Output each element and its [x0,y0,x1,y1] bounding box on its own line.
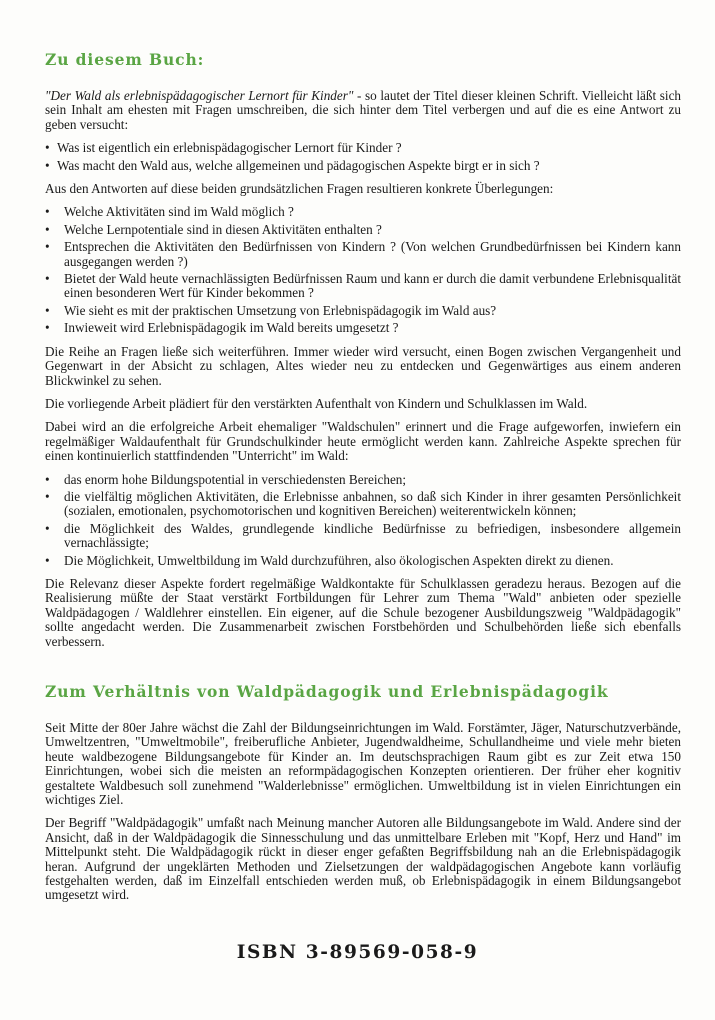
paragraph: Die Reihe an Fragen ließe sich weiterführen. Immer wieder wird versucht, einen Bogen zwischen Vergangenheit und Gegenwart in der Absicht zu schlagen, Altes wieder neu zu entdecken und Gegenwärtiges aus einem anderen Blickwinkel zu sehen. [45,343,681,388]
isbn-number: ISBN 3-89569-058-9 [236,942,479,963]
paragraph: Die vorliegende Arbeit plädiert für den verstärkten Aufenthalt von Kindern und Schulklassen im Wald. [45,395,588,411]
list-item: • die vielfältig möglichen Aktivitäten, die Erlebnisse anbahnen, so daß sich Kinder in ihrer gesamten Persönlichkeit (sozialen, emotionalen, psychomotorischen und kognitiven Bereichen) weiterentwickeln können; [45,490,681,519]
section-heading-about-book: Zu diesem Buch: [45,50,205,69]
aspects-list [45,473,681,568]
list-item: • das enorm hohe Bildungspotential in verschiedensten Bereichen; [45,473,681,487]
intro-paragraph [45,89,681,132]
paragraph: Aus den Antworten auf diese beiden grundsätzlichen Fragen resultieren konkrete Überlegungen: [45,181,554,197]
list-item: • Bietet der Wald heute vernachlässigten Bedürfnissen Raum und kann er durch die damit verbundene Erlebnisqualität einen besonderen Wert für Kinder bekommen ? [45,272,681,301]
list-item: • Die Möglichkeit, Umweltbildung im Wald durchzuführen, also ökologischen Aspekten direkt zu dienen. [45,554,681,568]
question-list [45,141,681,173]
intro-text: - so lautet der Titel dieser kleinen Schrift. Vielleicht läßt sich sein Inhalt am ehesten mit Fragen umschreiben, die sich hinter dem Titel verbergen und auf die es eine Antwort zu geben versucht: [45,88,682,132]
list-item: • Welche Lernpotentiale sind in diesen Aktivitäten enthalten ? [45,223,681,237]
paragraph: Seit Mitte der 80er Jahre wächst die Zahl der Bildungseinrichtungen im Wald. Forstämter, Jäger, Naturschutzverbände, Umweltzentren, "Umweltmobile", freiberufliche Anbieter, Jugendwaldheime, Schullandheime und viele mehr bieten heute waldbezogene Bildungsangebote für Kinder an. Im deutschsprachigen Raum gibt es zur Zeit etwa 150 Einrichtungen, wobei sich die meisten an reformpädagogischen Konzepten orientieren. Der früher eher kognitiv gestaltete Waldbesuch soll zunehmend "Walderlebnisse" ermöglichen. Umweltbildung ist in vielen Einrichtungen ein wichtiges Ziel. [45,720,681,808]
list-item: • Welche Aktivitäten sind im Wald möglich ? [45,205,681,219]
list-item: • Was macht den Wald aus, welche allgemeinen und pädagogischen Aspekte birgt er in sich ? [45,159,681,173]
paragraph: Dabei wird an die erfolgreiche Arbeit ehemaliger "Waldschulen" erinnert und die Frage aufgeworfen, inwiefern ein regelmäßiger Waldaufenthalt für Grundschulkinder heute ermöglicht werden kann. Zahlreiche Aspekte sprechen für einen kontinuierlich stattfindenden "Unterricht" im Wald: [45,419,681,464]
list-item: • Was ist eigentlich ein erlebnispädagogischer Lernort für Kinder ? [45,141,681,155]
list-item: • Entsprechen die Aktivitäten den Bedürfnissen von Kindern ? (Von welchen Grundbedürfnissen bei Kindern kann ausgegangen werden ?) [45,240,681,269]
book-title-quote: "Der Wald als erlebnispädagogischer Lernort für Kinder" [45,88,354,103]
list-item: • Inwieweit wird Erlebnispädagogik im Wald bereits umgesetzt ? [45,321,681,335]
considerations-list [45,205,681,335]
section-heading-relationship: Zum Verhältnis von Waldpädagogik und Erlebnispädagogik [45,682,609,701]
list-item: • Wie sieht es mit der praktischen Umsetzung von Erlebnispädagogik im Wald aus? [45,304,681,318]
list-item: • die Möglichkeit des Waldes, grundlegende kindliche Bedürfnisse zu befriedigen, insbesondere allgemein vernachlässigte; [45,522,681,551]
paragraph: Der Begriff "Waldpädagogik" umfaßt nach Meinung mancher Autoren alle Bildungsangebote im Wald. Andere sind der Ansicht, daß in der Waldpädagogik die Sinnesschulung und das unmittelbare Erleben mit "Kopf, Herz und Hand" im Mittelpunkt steht. Die Waldpädagogik rückt in dieser enger gefaßten Begriffsbildung nah an die Erlebnispädagogik heran. Aufgrund der ungeklärten Methoden und Zielsetzungen der waldpädagogischen Angebote kann vorläufig festgehalten werden, daß im Einzelfall entschieden werden muß, ob Erlebnispädagogik in einem Bildungsangebot umgesetzt wird. [45,815,681,903]
paragraph: Die Relevanz dieser Aspekte fordert regelmäßige Waldkontakte für Schulklassen geradezu heraus. Bezogen auf die Realisierung müßte der Staat verstärkt Fortbildungen für Lehrer zum Thema "Wald" anbieten oder spezielle Waldpädagogen / Waldlehrer einstellen. Ein eigener, auf die Schule bezogener Ausbildungszweig "Waldpädagogik" sollte angedacht werden. Die Zusammenarbeit zwischen Forstbehörden und Schulbehörden ließe sich ebenfalls verbessern. [45,575,681,649]
